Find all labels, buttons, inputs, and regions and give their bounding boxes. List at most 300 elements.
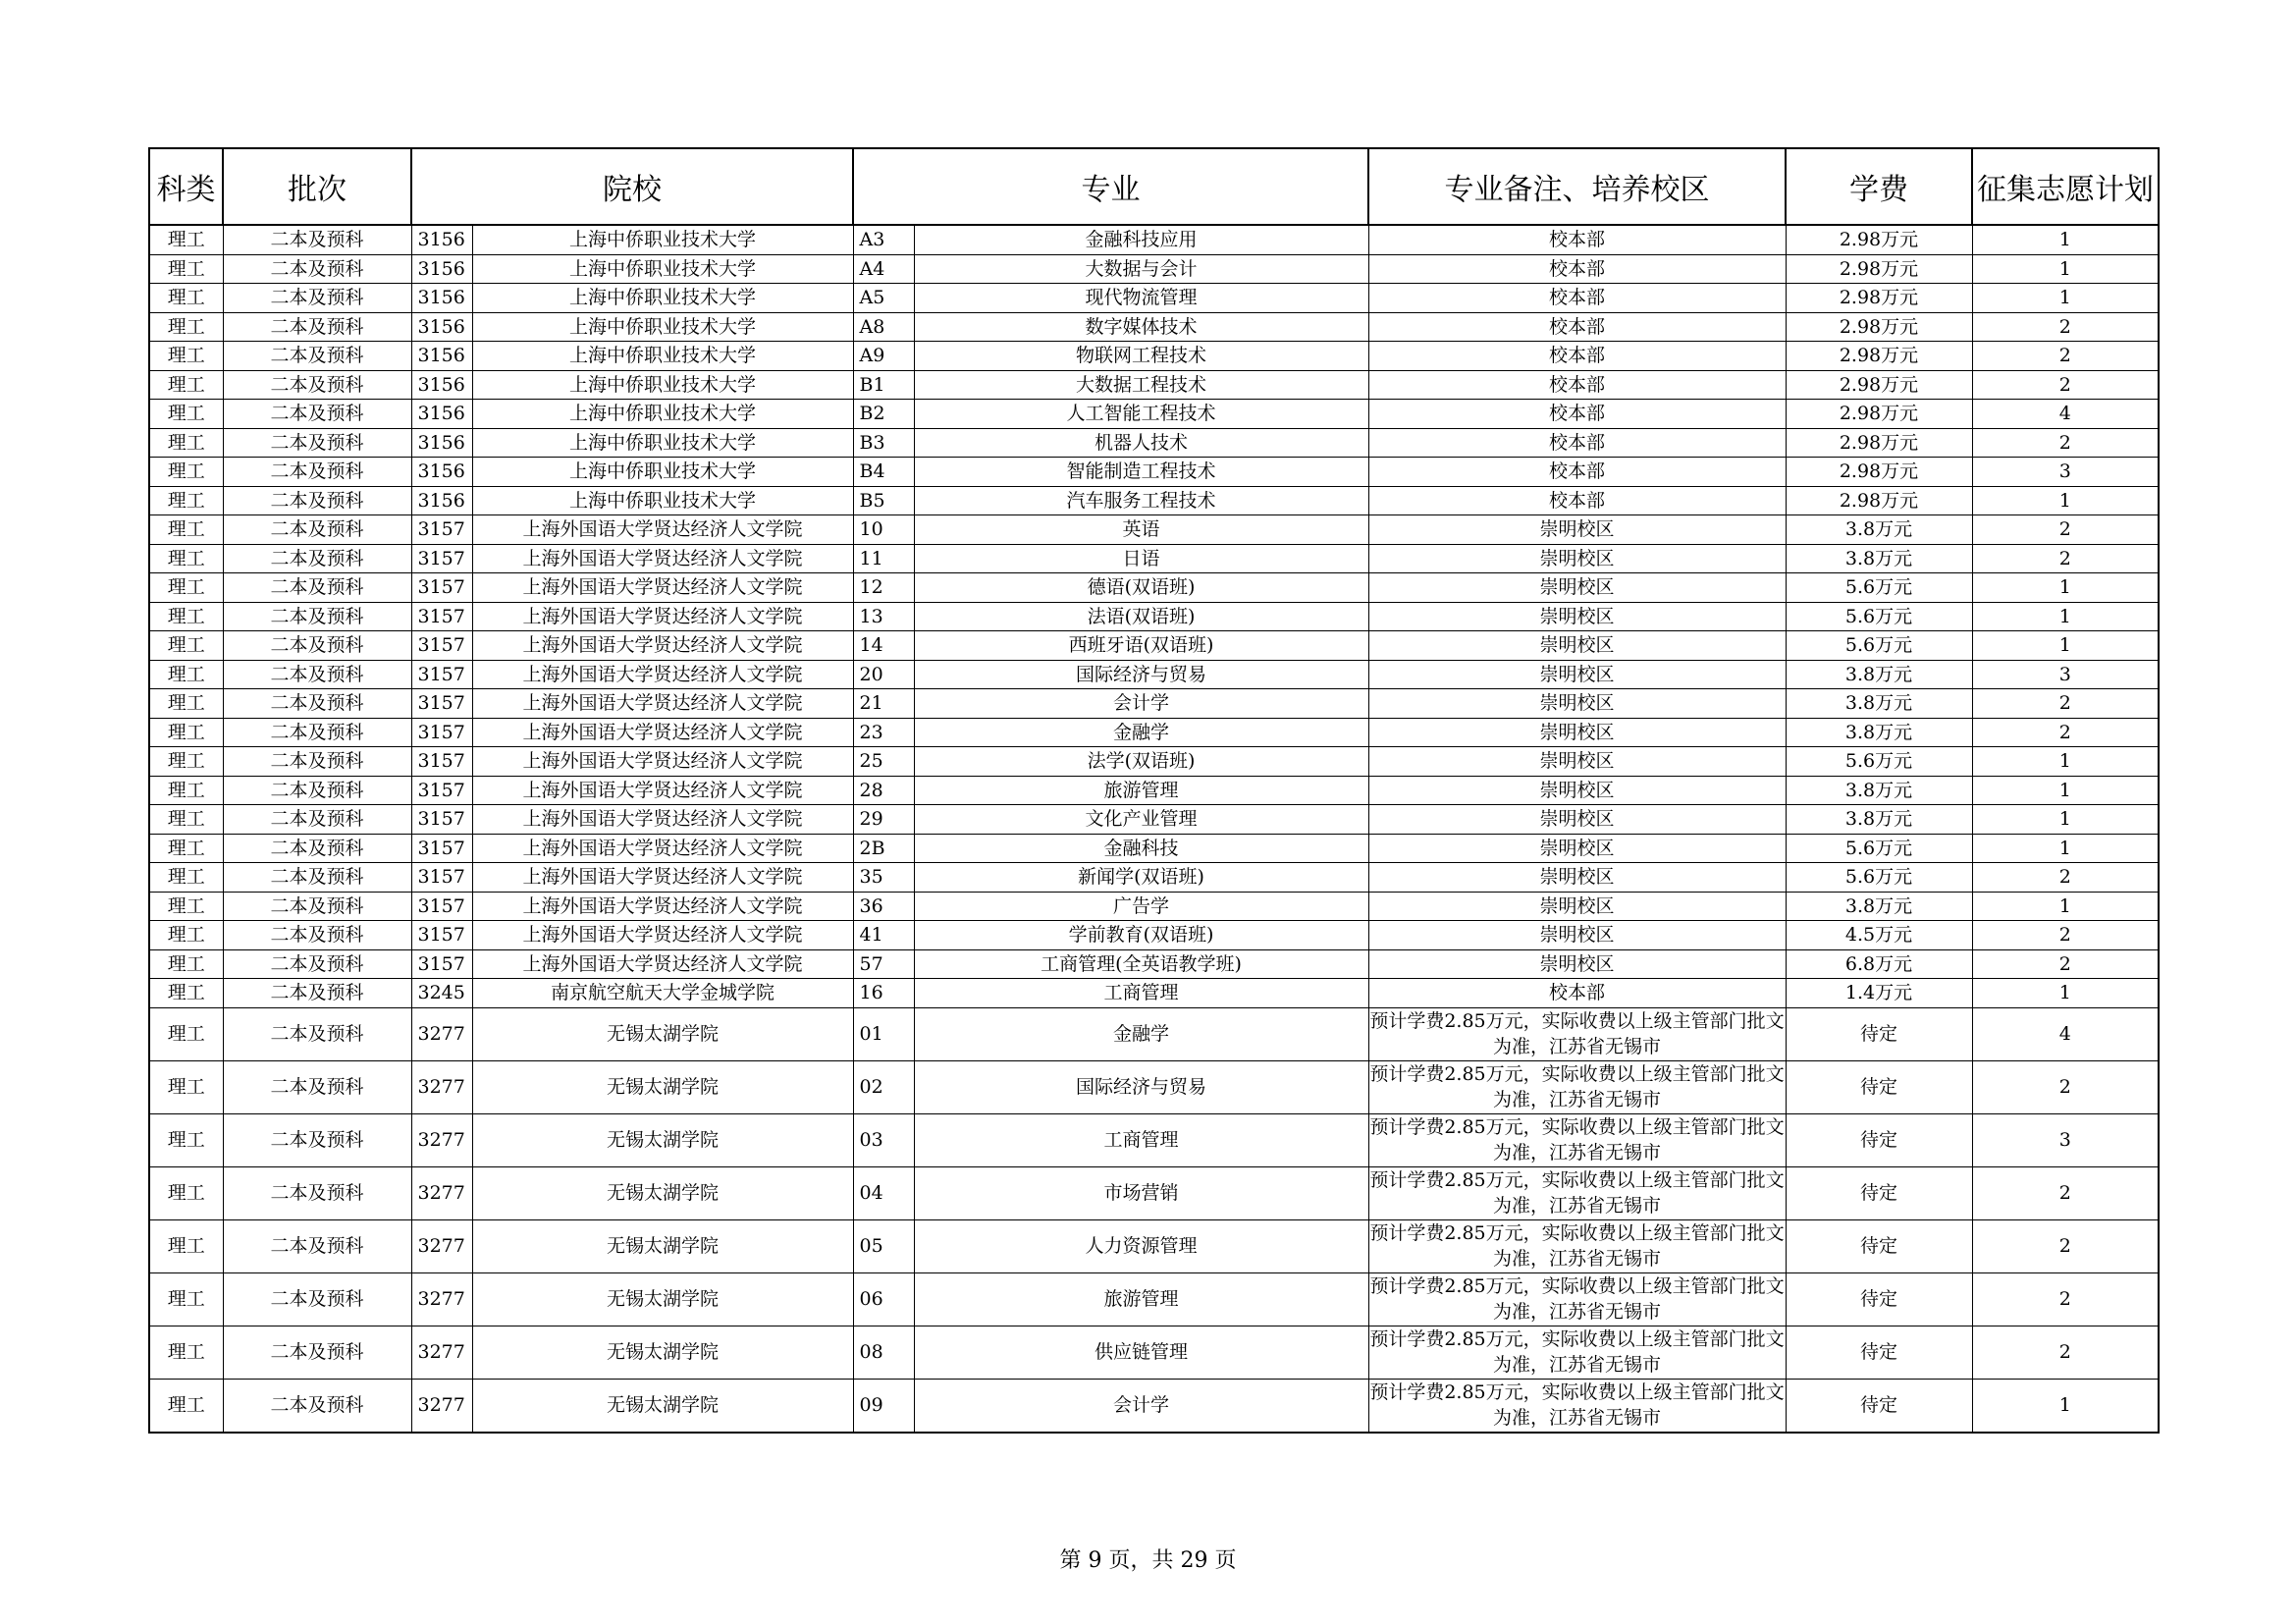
cell-institution-name: 上海外国语大学贤达经济人文学院 [472,573,853,603]
table-row [149,747,2159,777]
cell-batch: 二本及预科 [223,486,411,515]
cell-major-code: 09 [853,1379,914,1433]
table-row [149,428,2159,458]
cell-notes-campus: 校本部 [1368,486,1786,515]
cell-institution-code: 3156 [411,428,472,458]
cell-major-name: 数字媒体技术 [914,312,1368,342]
cell-institution-name: 上海中侨职业技术大学 [472,370,853,400]
cell-institution-name: 上海中侨职业技术大学 [472,486,853,515]
cell-major-name: 汽车服务工程技术 [914,486,1368,515]
cell-institution-code: 3157 [411,949,472,979]
cell-major-code: B2 [853,400,914,429]
cell-notes-campus: 校本部 [1368,400,1786,429]
cell-major-code: B4 [853,458,914,487]
cell-tuition: 6.8万元 [1786,949,1972,979]
cell-category: 理工 [149,284,223,313]
cell-category: 理工 [149,225,223,254]
header-plan-count: 征集志愿计划 [1972,148,2159,225]
table-row [149,1007,2159,1060]
cell-major-code: A3 [853,225,914,254]
cell-institution-name: 上海外国语大学贤达经济人文学院 [472,776,853,805]
cell-plan-count: 1 [1972,834,2159,863]
table-header-row [149,148,2159,225]
cell-major-name: 文化产业管理 [914,805,1368,835]
cell-category: 理工 [149,718,223,747]
cell-tuition: 2.98万元 [1786,486,1972,515]
cell-batch: 二本及预科 [223,892,411,921]
cell-category: 理工 [149,544,223,573]
table-row [149,602,2159,631]
cell-major-code: 10 [853,515,914,545]
cell-notes-campus: 校本部 [1368,428,1786,458]
cell-notes-campus: 校本部 [1368,370,1786,400]
cell-tuition: 2.98万元 [1786,284,1972,313]
cell-batch: 二本及预科 [223,1113,411,1166]
table-row [149,979,2159,1008]
cell-institution-name: 上海中侨职业技术大学 [472,284,853,313]
cell-institution-name: 无锡太湖学院 [472,1113,853,1166]
cell-institution-code: 3157 [411,718,472,747]
cell-notes-campus: 崇明校区 [1368,660,1786,689]
cell-category: 理工 [149,1060,223,1113]
cell-plan-count: 2 [1972,1326,2159,1379]
cell-institution-code: 3157 [411,863,472,893]
table-row [149,370,2159,400]
cell-institution-name: 上海中侨职业技术大学 [472,342,853,371]
cell-major-code: 05 [853,1219,914,1272]
cell-institution-code: 3157 [411,515,472,545]
cell-major-code: B3 [853,428,914,458]
cell-category: 理工 [149,921,223,950]
cell-notes-campus: 预计学费2.85万元，实际收费以上级主管部门批文为准，江苏省无锡市 [1368,1272,1786,1326]
cell-institution-name: 上海外国语大学贤达经济人文学院 [472,834,853,863]
cell-category: 理工 [149,949,223,979]
cell-plan-count: 2 [1972,428,2159,458]
table-row [149,486,2159,515]
cell-batch: 二本及预科 [223,225,411,254]
table-row [149,284,2159,313]
cell-batch: 二本及预科 [223,573,411,603]
cell-batch: 二本及预科 [223,544,411,573]
cell-major-name: 现代物流管理 [914,284,1368,313]
cell-plan-count: 4 [1972,400,2159,429]
cell-institution-code: 3156 [411,312,472,342]
table-row [149,1060,2159,1113]
cell-institution-code: 3277 [411,1272,472,1326]
cell-notes-campus: 崇明校区 [1368,949,1786,979]
cell-notes-campus: 预计学费2.85万元，实际收费以上级主管部门批文为准，江苏省无锡市 [1368,1326,1786,1379]
cell-institution-code: 3156 [411,284,472,313]
cell-plan-count: 1 [1972,979,2159,1008]
table-row [149,921,2159,950]
cell-major-name: 工商管理 [914,979,1368,1008]
cell-category: 理工 [149,834,223,863]
cell-category: 理工 [149,254,223,284]
cell-notes-campus: 崇明校区 [1368,573,1786,603]
cell-plan-count: 1 [1972,225,2159,254]
cell-tuition: 5.6万元 [1786,863,1972,893]
cell-plan-count: 2 [1972,515,2159,545]
cell-tuition: 2.98万元 [1786,428,1972,458]
cell-plan-count: 1 [1972,602,2159,631]
table-row [149,631,2159,661]
table-row [149,776,2159,805]
cell-major-code: A5 [853,284,914,313]
cell-institution-code: 3157 [411,776,472,805]
cell-notes-campus: 校本部 [1368,979,1786,1008]
cell-institution-name: 上海外国语大学贤达经济人文学院 [472,921,853,950]
cell-institution-code: 3156 [411,254,472,284]
cell-tuition: 5.6万元 [1786,747,1972,777]
cell-institution-name: 上海外国语大学贤达经济人文学院 [472,689,853,719]
cell-plan-count: 1 [1972,776,2159,805]
cell-major-name: 德语(双语班) [914,573,1368,603]
cell-category: 理工 [149,312,223,342]
cell-institution-code: 3157 [411,747,472,777]
cell-tuition: 4.5万元 [1786,921,1972,950]
cell-batch: 二本及预科 [223,1272,411,1326]
table-row [149,458,2159,487]
cell-institution-code: 3156 [411,225,472,254]
cell-category: 理工 [149,458,223,487]
cell-major-code: 29 [853,805,914,835]
cell-institution-code: 3156 [411,458,472,487]
cell-major-code: 08 [853,1326,914,1379]
cell-notes-campus: 校本部 [1368,312,1786,342]
cell-plan-count: 2 [1972,1166,2159,1219]
cell-plan-count: 2 [1972,689,2159,719]
cell-institution-code: 3157 [411,805,472,835]
cell-plan-count: 3 [1972,660,2159,689]
cell-tuition: 5.6万元 [1786,573,1972,603]
cell-category: 理工 [149,805,223,835]
cell-plan-count: 2 [1972,1272,2159,1326]
cell-notes-campus: 崇明校区 [1368,544,1786,573]
cell-batch: 二本及预科 [223,747,411,777]
cell-major-code: A4 [853,254,914,284]
table-row [149,718,2159,747]
cell-institution-code: 3157 [411,689,472,719]
table-row [149,1166,2159,1219]
cell-institution-code: 3157 [411,892,472,921]
cell-tuition: 2.98万元 [1786,342,1972,371]
cell-batch: 二本及预科 [223,284,411,313]
cell-category: 理工 [149,631,223,661]
cell-category: 理工 [149,747,223,777]
cell-batch: 二本及预科 [223,776,411,805]
cell-batch: 二本及预科 [223,718,411,747]
cell-batch: 二本及预科 [223,979,411,1008]
cell-notes-campus: 校本部 [1368,254,1786,284]
cell-major-code: A9 [853,342,914,371]
cell-major-name: 学前教育(双语班) [914,921,1368,950]
cell-institution-name: 上海中侨职业技术大学 [472,458,853,487]
table-row [149,1379,2159,1433]
table-row [149,400,2159,429]
cell-batch: 二本及预科 [223,1007,411,1060]
cell-category: 理工 [149,776,223,805]
cell-institution-name: 上海外国语大学贤达经济人文学院 [472,515,853,545]
table-row [149,892,2159,921]
cell-major-code: 20 [853,660,914,689]
cell-category: 理工 [149,863,223,893]
cell-notes-campus: 预计学费2.85万元，实际收费以上级主管部门批文为准，江苏省无锡市 [1368,1219,1786,1272]
cell-plan-count: 1 [1972,254,2159,284]
cell-notes-campus: 崇明校区 [1368,805,1786,835]
cell-batch: 二本及预科 [223,949,411,979]
cell-major-code: 28 [853,776,914,805]
cell-major-name: 工商管理(全英语教学班) [914,949,1368,979]
cell-plan-count: 1 [1972,486,2159,515]
cell-institution-code: 3156 [411,342,472,371]
table-row [149,689,2159,719]
cell-major-name: 大数据工程技术 [914,370,1368,400]
cell-category: 理工 [149,370,223,400]
cell-institution-name: 无锡太湖学院 [472,1326,853,1379]
cell-major-code: 14 [853,631,914,661]
cell-tuition: 5.6万元 [1786,631,1972,661]
cell-major-name: 供应链管理 [914,1326,1368,1379]
cell-institution-name: 上海外国语大学贤达经济人文学院 [472,863,853,893]
cell-plan-count: 1 [1972,573,2159,603]
table-row [149,254,2159,284]
table-row [149,1219,2159,1272]
cell-plan-count: 1 [1972,631,2159,661]
cell-institution-code: 3156 [411,400,472,429]
cell-notes-campus: 崇明校区 [1368,892,1786,921]
cell-institution-name: 无锡太湖学院 [472,1272,853,1326]
cell-tuition: 2.98万元 [1786,225,1972,254]
cell-plan-count: 1 [1972,805,2159,835]
cell-tuition: 3.8万元 [1786,544,1972,573]
cell-tuition: 1.4万元 [1786,979,1972,1008]
table-row [149,573,2159,603]
cell-institution-name: 上海中侨职业技术大学 [472,428,853,458]
table-row [149,660,2159,689]
cell-category: 理工 [149,1219,223,1272]
cell-tuition: 5.6万元 [1786,834,1972,863]
table-row [149,544,2159,573]
cell-category: 理工 [149,342,223,371]
cell-tuition: 2.98万元 [1786,312,1972,342]
table-row [149,1326,2159,1379]
cell-plan-count: 2 [1972,1060,2159,1113]
cell-major-name: 新闻学(双语班) [914,863,1368,893]
cell-notes-campus: 崇明校区 [1368,718,1786,747]
cell-batch: 二本及预科 [223,428,411,458]
table-row [149,863,2159,893]
cell-tuition: 3.8万元 [1786,805,1972,835]
cell-batch: 二本及预科 [223,1166,411,1219]
table-row [149,949,2159,979]
cell-major-code: 02 [853,1060,914,1113]
cell-category: 理工 [149,979,223,1008]
cell-major-name: 人力资源管理 [914,1219,1368,1272]
cell-institution-name: 无锡太湖学院 [472,1166,853,1219]
cell-institution-code: 3245 [411,979,472,1008]
table-row [149,1272,2159,1326]
cell-notes-campus: 校本部 [1368,458,1786,487]
header-category: 科类 [149,148,223,225]
cell-plan-count: 2 [1972,863,2159,893]
cell-batch: 二本及预科 [223,254,411,284]
cell-notes-campus: 预计学费2.85万元，实际收费以上级主管部门批文为准，江苏省无锡市 [1368,1060,1786,1113]
table-row [149,1113,2159,1166]
cell-tuition: 待定 [1786,1326,1972,1379]
cell-major-name: 会计学 [914,689,1368,719]
cell-major-code: 23 [853,718,914,747]
cell-plan-count: 1 [1972,892,2159,921]
cell-tuition: 待定 [1786,1007,1972,1060]
table-body [149,225,2159,1433]
cell-category: 理工 [149,602,223,631]
cell-tuition: 待定 [1786,1379,1972,1433]
cell-category: 理工 [149,573,223,603]
cell-tuition: 待定 [1786,1166,1972,1219]
cell-batch: 二本及预科 [223,602,411,631]
cell-major-name: 市场营销 [914,1166,1368,1219]
cell-major-name: 金融科技应用 [914,225,1368,254]
cell-notes-campus: 预计学费2.85万元，实际收费以上级主管部门批文为准，江苏省无锡市 [1368,1379,1786,1433]
cell-major-code: 03 [853,1113,914,1166]
cell-category: 理工 [149,486,223,515]
cell-category: 理工 [149,892,223,921]
cell-institution-code: 3157 [411,544,472,573]
cell-category: 理工 [149,1379,223,1433]
cell-category: 理工 [149,660,223,689]
cell-major-code: 25 [853,747,914,777]
cell-notes-campus: 崇明校区 [1368,602,1786,631]
cell-institution-code: 3157 [411,631,472,661]
header-notes-campus: 专业备注、培养校区 [1368,148,1786,225]
cell-major-name: 旅游管理 [914,776,1368,805]
cell-institution-name: 上海外国语大学贤达经济人文学院 [472,805,853,835]
cell-major-code: B1 [853,370,914,400]
cell-institution-name: 上海外国语大学贤达经济人文学院 [472,892,853,921]
cell-notes-campus: 校本部 [1368,342,1786,371]
cell-major-code: 57 [853,949,914,979]
cell-tuition: 5.6万元 [1786,602,1972,631]
cell-institution-name: 南京航空航天大学金城学院 [472,979,853,1008]
cell-batch: 二本及预科 [223,1379,411,1433]
cell-tuition: 待定 [1786,1060,1972,1113]
cell-plan-count: 1 [1972,747,2159,777]
cell-institution-name: 上海外国语大学贤达经济人文学院 [472,949,853,979]
cell-notes-campus: 崇明校区 [1368,631,1786,661]
cell-category: 理工 [149,1166,223,1219]
page-footer: 第 9 页，共 29 页 [1059,1548,1237,1573]
cell-tuition: 2.98万元 [1786,400,1972,429]
cell-plan-count: 2 [1972,718,2159,747]
cell-institution-code: 3277 [411,1060,472,1113]
cell-institution-name: 上海中侨职业技术大学 [472,400,853,429]
cell-plan-count: 3 [1972,1113,2159,1166]
cell-notes-campus: 校本部 [1368,225,1786,254]
cell-major-name: 大数据与会计 [914,254,1368,284]
table-row [149,515,2159,545]
cell-major-name: 物联网工程技术 [914,342,1368,371]
cell-notes-campus: 崇明校区 [1368,834,1786,863]
cell-tuition: 2.98万元 [1786,370,1972,400]
cell-major-code: 36 [853,892,914,921]
cell-institution-code: 3277 [411,1007,472,1060]
cell-major-code: 11 [853,544,914,573]
cell-institution-name: 上海中侨职业技术大学 [472,312,853,342]
cell-plan-count: 2 [1972,544,2159,573]
cell-major-name: 国际经济与贸易 [914,660,1368,689]
cell-batch: 二本及预科 [223,1060,411,1113]
cell-batch: 二本及预科 [223,631,411,661]
cell-major-name: 智能制造工程技术 [914,458,1368,487]
cell-notes-campus: 崇明校区 [1368,863,1786,893]
cell-plan-count: 2 [1972,921,2159,950]
cell-major-name: 金融学 [914,718,1368,747]
header-institution: 院校 [411,148,853,225]
cell-notes-campus: 崇明校区 [1368,747,1786,777]
cell-major-code: 21 [853,689,914,719]
cell-institution-code: 3157 [411,602,472,631]
cell-major-code: 12 [853,573,914,603]
cell-institution-name: 无锡太湖学院 [472,1219,853,1272]
cell-institution-code: 3277 [411,1166,472,1219]
cell-institution-name: 无锡太湖学院 [472,1007,853,1060]
admission-plan-table [148,147,2160,1434]
cell-major-name: 会计学 [914,1379,1368,1433]
cell-category: 理工 [149,1007,223,1060]
cell-tuition: 2.98万元 [1786,458,1972,487]
cell-institution-name: 上海外国语大学贤达经济人文学院 [472,602,853,631]
cell-institution-name: 无锡太湖学院 [472,1379,853,1433]
cell-major-code: 16 [853,979,914,1008]
table-row [149,312,2159,342]
cell-batch: 二本及预科 [223,370,411,400]
cell-tuition: 3.8万元 [1786,718,1972,747]
cell-batch: 二本及预科 [223,921,411,950]
cell-institution-name: 上海外国语大学贤达经济人文学院 [472,631,853,661]
cell-batch: 二本及预科 [223,515,411,545]
cell-major-name: 法学(双语班) [914,747,1368,777]
cell-major-name: 人工智能工程技术 [914,400,1368,429]
cell-category: 理工 [149,400,223,429]
cell-plan-count: 2 [1972,1219,2159,1272]
cell-major-name: 法语(双语班) [914,602,1368,631]
table-row [149,805,2159,835]
cell-notes-campus: 崇明校区 [1368,515,1786,545]
cell-category: 理工 [149,689,223,719]
cell-institution-code: 3157 [411,660,472,689]
cell-institution-code: 3277 [411,1379,472,1433]
cell-tuition: 3.8万元 [1786,892,1972,921]
cell-batch: 二本及预科 [223,805,411,835]
cell-batch: 二本及预科 [223,312,411,342]
cell-major-name: 金融科技 [914,834,1368,863]
cell-tuition: 3.8万元 [1786,515,1972,545]
cell-category: 理工 [149,1272,223,1326]
cell-major-code: 04 [853,1166,914,1219]
cell-major-name: 广告学 [914,892,1368,921]
cell-notes-campus: 崇明校区 [1368,689,1786,719]
cell-tuition: 待定 [1786,1272,1972,1326]
cell-batch: 二本及预科 [223,400,411,429]
cell-major-name: 西班牙语(双语班) [914,631,1368,661]
cell-institution-name: 上海外国语大学贤达经济人文学院 [472,660,853,689]
cell-major-name: 旅游管理 [914,1272,1368,1326]
cell-batch: 二本及预科 [223,834,411,863]
cell-batch: 二本及预科 [223,1219,411,1272]
cell-institution-name: 上海中侨职业技术大学 [472,225,853,254]
cell-major-code: B5 [853,486,914,515]
cell-category: 理工 [149,1326,223,1379]
